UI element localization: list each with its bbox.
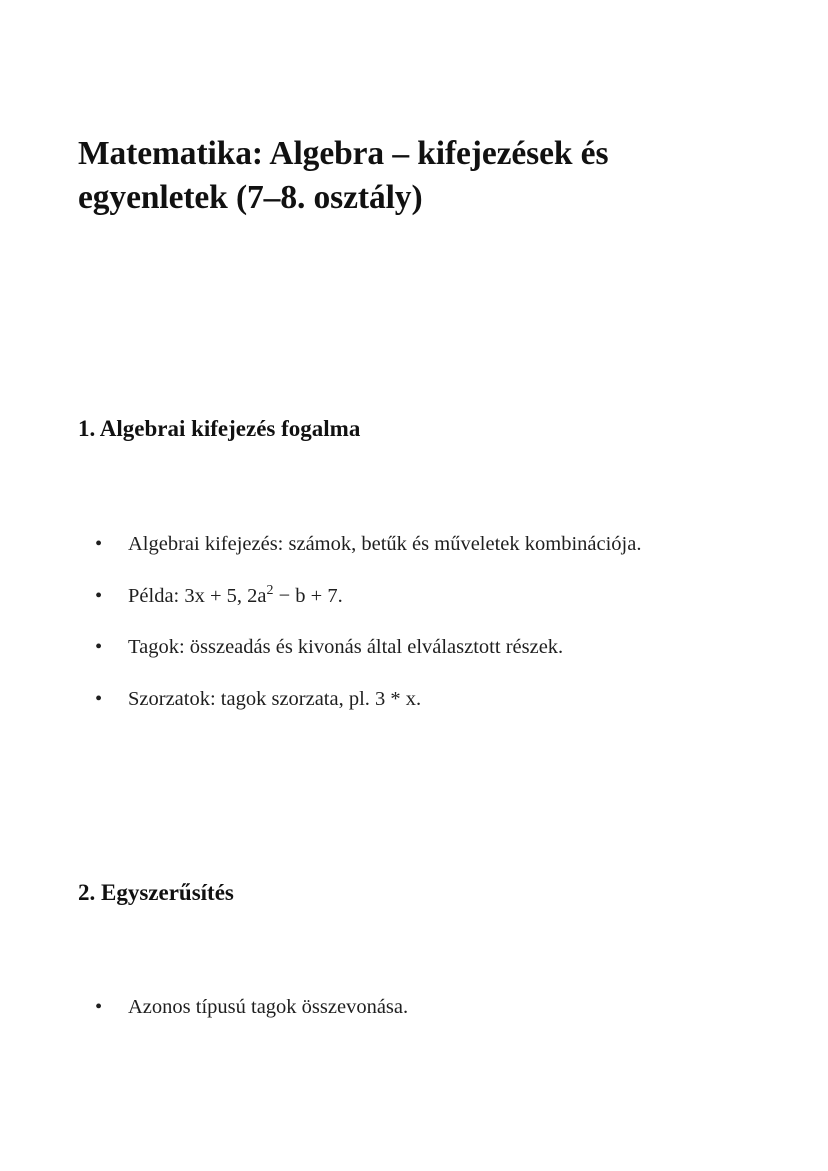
page-title: Matematika: Algebra – kifejezések és egyenletek (7–8. osztály) bbox=[78, 135, 609, 216]
list-item bbox=[78, 685, 750, 714]
list-item-text bbox=[128, 530, 750, 559]
document-body bbox=[78, 132, 750, 1022]
bullet-point-icon: • bbox=[95, 687, 103, 710]
section-2-bullet-list bbox=[78, 993, 750, 1022]
bullet-point-icon: • bbox=[95, 532, 103, 555]
list-item-text bbox=[128, 633, 750, 662]
bullet-point-icon: • bbox=[95, 636, 103, 659]
list-item-text-main: Szorzatok: tagok szorzata, pl. 3 * x. bbox=[128, 687, 422, 710]
list-item bbox=[78, 633, 750, 662]
list-item-text-tail: − b + 7. bbox=[273, 584, 343, 607]
list-item-text bbox=[128, 685, 750, 714]
section-1-bullet-list bbox=[78, 530, 750, 714]
list-item-text-main: Azonos típusú tagok összevonása. bbox=[128, 996, 409, 1019]
list-item-text-main: Algebrai kifejezés: számok, betűk és műveletek kombinációja. bbox=[128, 532, 642, 555]
list-item-text bbox=[128, 993, 750, 1022]
list-item bbox=[78, 530, 750, 559]
section-2-heading: 2. Egyszerűsítés bbox=[78, 879, 234, 905]
list-item-text-main: Tagok: összeadás és kivonás által elválasztott részek. bbox=[128, 636, 564, 659]
list-item bbox=[78, 993, 750, 1022]
list-item-text bbox=[128, 582, 750, 611]
list-item-superscript: 2 bbox=[266, 582, 274, 598]
bullet-point-icon: • bbox=[95, 996, 103, 1019]
list-item-text-main: Példa: 3x + 5, 2a bbox=[128, 584, 267, 607]
bullet-point-icon: • bbox=[95, 584, 103, 607]
section-1 bbox=[78, 415, 750, 714]
section-2 bbox=[78, 879, 750, 1022]
list-item bbox=[78, 582, 750, 611]
section-1-heading: 1. Algebrai kifejezés fogalma bbox=[78, 416, 361, 442]
